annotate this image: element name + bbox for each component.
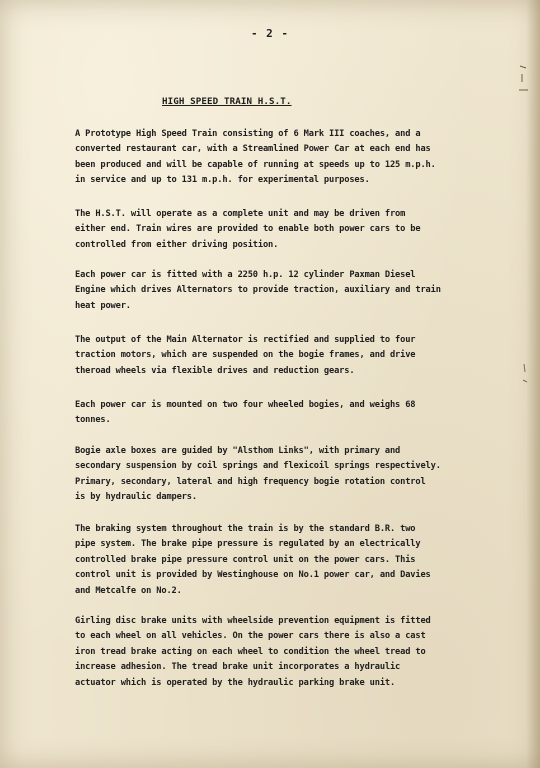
margin-pencil-mark xyxy=(516,60,536,100)
text-line: actuator which is operated by the hydraulic parking brake unit. xyxy=(75,677,396,688)
paragraph-alternator xyxy=(75,333,515,379)
text-line: to each wheel on all vehicles. On the power cars there is also a cast xyxy=(75,631,426,642)
text-line: converted restaurant car, with a Streamlined Power Car at each end has xyxy=(75,144,431,155)
text-line: The braking system throughout the train is by the standard B.R. two xyxy=(75,524,416,534)
paragraph-operation xyxy=(75,207,515,253)
text-line: traction motors, which are suspended on the bogie frames, and drive xyxy=(75,350,416,361)
text-line: control unit is provided by Westinghouse on No.1 power car, and Davies xyxy=(75,570,431,581)
text-line: controlled brake pipe pressure control unit on the power cars. This xyxy=(75,554,416,565)
text-line: and Metcalfe on No.2. xyxy=(75,585,182,596)
paragraph-disc-brakes xyxy=(75,614,515,691)
text-line: Primary, secondary, lateral and high frequency bogie rotation control xyxy=(75,476,426,487)
text-line: iron tread brake acting on each wheel to condition the wheel tread to xyxy=(75,646,426,657)
text-line: tonnes. xyxy=(75,415,111,426)
paragraph-engine xyxy=(75,268,515,314)
text-line: Each power car is fitted with a 2250 h.p. 12 cylinder Paxman Diesel xyxy=(75,270,416,280)
text-line: pipe system. The brake pipe pressure is regulated by an electrically xyxy=(75,539,421,550)
paragraph-intro xyxy=(75,127,515,189)
document-title: HIGH SPEED TRAIN H.S.T. xyxy=(162,96,292,107)
text-line: Bogie axle boxes are guided by "Alsthom Links", with primary and xyxy=(75,446,401,456)
paragraph-suspension xyxy=(75,444,515,506)
text-line: Each power car is mounted on two four wheeled bogies, and weighs 68 xyxy=(75,400,416,410)
text-line: secondary suspension by coil springs and flexicoil springs respectively. xyxy=(75,461,441,472)
text-line: controlled from either driving position. xyxy=(75,239,279,250)
text-line: Girling disc brake units with wheelside prevention equipment is fitted xyxy=(75,616,431,626)
text-line: heat power. xyxy=(75,300,131,311)
paragraph-bogies xyxy=(75,398,515,429)
text-line: theroad wheels via flexible drives and reduction gears. xyxy=(75,365,355,376)
text-line: Engine which drives Alternators to provide traction, auxiliary and train xyxy=(75,285,441,296)
margin-pencil-mark xyxy=(518,360,532,390)
text-line: been produced and will be capable of running at speeds up to 125 m.p.h. xyxy=(75,159,436,170)
paragraph-braking xyxy=(75,522,515,599)
text-line: A Prototype High Speed Train consisting of 6 Mark III coaches, and a xyxy=(75,129,421,139)
page-number: - 2 - xyxy=(250,27,290,40)
text-line: is by hydraulic dampers. xyxy=(75,492,197,503)
text-line: either end. Train wires are provided to enable both power cars to be xyxy=(75,224,421,235)
text-line: in service and up to 131 m.p.h. for experimental purposes. xyxy=(75,175,370,186)
text-line: The H.S.T. will operate as a complete unit and may be driven from xyxy=(75,209,406,219)
text-line: increase adhesion. The tread brake unit incorporates a hydraulic xyxy=(75,662,401,673)
text-line: The output of the Main Alternator is rectified and supplied to four xyxy=(75,335,416,345)
